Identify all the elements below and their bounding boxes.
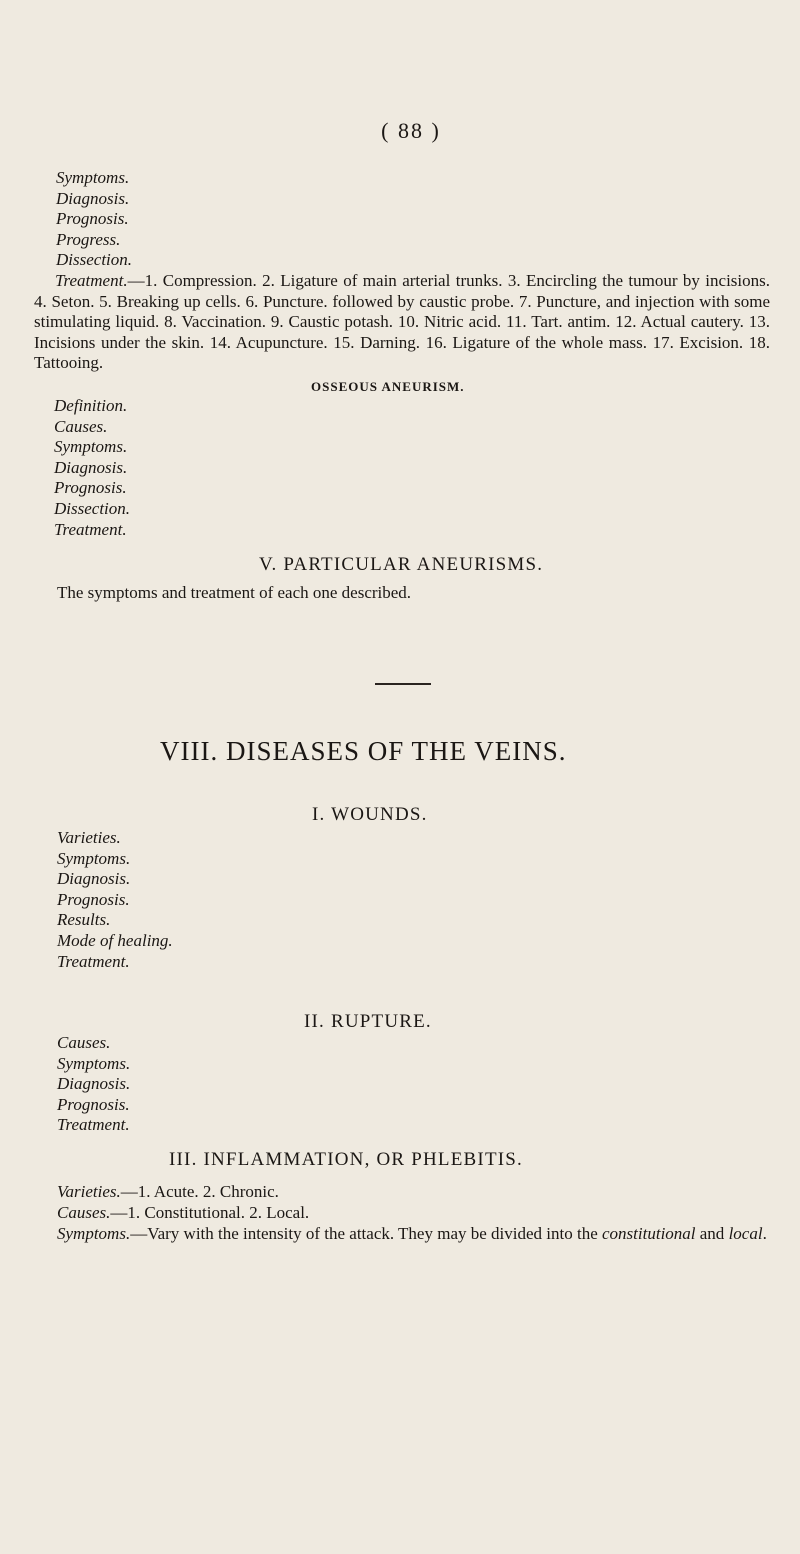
causes-label: Causes.: [57, 1203, 111, 1222]
side-heading: Prognosis.: [54, 478, 127, 498]
section-divider: [375, 683, 431, 685]
side-heading: Definition.: [54, 396, 128, 415]
side-heading: Causes.: [57, 1033, 111, 1052]
side-heading: Treatment.: [57, 1115, 130, 1135]
inflammation-title: III. INFLAMMATION, OR PHLEBITIS.: [169, 1149, 523, 1170]
side-heading: Symptoms.: [54, 437, 128, 457]
symptoms-emphasis-local: local: [728, 1224, 763, 1243]
symptoms-text: —Vary with the intensity of the attack. They may be divided into the: [130, 1224, 603, 1243]
side-heading: Symptoms.: [56, 168, 130, 187]
treatment-label: Treatment.: [55, 271, 128, 290]
varieties-label: Varieties.: [57, 1182, 121, 1201]
varieties-line: [57, 1182, 279, 1203]
causes-text: —1. Constitutional. 2. Local.: [110, 1203, 310, 1222]
side-heading: Symptoms.: [57, 848, 131, 868]
side-heading: Causes.: [54, 416, 108, 436]
symptoms-label: Symptoms.: [57, 1224, 131, 1243]
wounds-title: I. WOUNDS.: [312, 804, 428, 825]
side-heading: Treatment.: [54, 519, 127, 539]
varieties-text: —1. Acute. 2. Chronic.: [120, 1182, 279, 1201]
side-heading: Treatment.: [57, 951, 130, 971]
symptoms-paragraph: [36, 1224, 768, 1245]
side-heading: Progress.: [56, 229, 121, 249]
particular-aneurisms-title: V. PARTICULAR ANEURISMS.: [259, 554, 544, 575]
side-heading: Prognosis.: [57, 889, 130, 909]
side-heading: Results.: [57, 910, 111, 930]
symptoms-end: .: [762, 1224, 767, 1243]
rupture-title: II. RUPTURE.: [304, 1011, 432, 1032]
side-heading: Dissection.: [54, 498, 131, 518]
chapter-title: VIII. DISEASES OF THE VEINS.: [160, 736, 567, 766]
side-heading: Prognosis.: [57, 1094, 130, 1114]
side-heading: Diagnosis.: [54, 457, 128, 477]
osseous-aneurism-title: OSSEOUS ANEURISM.: [311, 379, 465, 394]
page-number: ( 88 ): [381, 118, 441, 143]
side-heading: Dissection.: [56, 250, 133, 270]
side-heading: Diagnosis.: [56, 188, 130, 208]
symptoms-conjunction: and: [695, 1224, 729, 1243]
osseous-side-headings: [54, 396, 130, 540]
particular-aneurisms-text: The symptoms and treatment of each one described.: [57, 583, 412, 602]
treatment-text: —1. Compression. 2. Ligature of main arterial trunks. 3. Encircling the tumour by incisions. 4. Seton. 5. Breaking up cells. 6. Puncture. followed by caustic probe. 7. Puncture, and injection with some stimulating liquid. 8. Vaccination. 9. Caustic potash. 10. Nitric acid. 11. Tart. antim. 12. Actual cautery. 13. Incisions under the skin. 14. Acupuncture. 15. Darning. 16. Ligature of the whole mass. 17. Excision. 18. Tattooing.: [34, 271, 770, 373]
side-heading: Symptoms.: [57, 1053, 131, 1073]
side-heading: Diagnosis.: [57, 869, 131, 889]
treatment-paragraph: [34, 271, 770, 374]
rupture-side-headings: [57, 1033, 130, 1136]
aneurism-side-headings: [56, 168, 132, 271]
wounds-side-headings: [57, 828, 173, 972]
side-heading: Varieties.: [57, 828, 121, 847]
side-heading: Mode of healing.: [57, 930, 173, 950]
side-heading: Diagnosis.: [57, 1074, 131, 1094]
causes-line: [57, 1203, 309, 1224]
symptoms-emphasis-constitutional: constitutional: [602, 1224, 696, 1243]
side-heading: Prognosis.: [56, 209, 129, 229]
